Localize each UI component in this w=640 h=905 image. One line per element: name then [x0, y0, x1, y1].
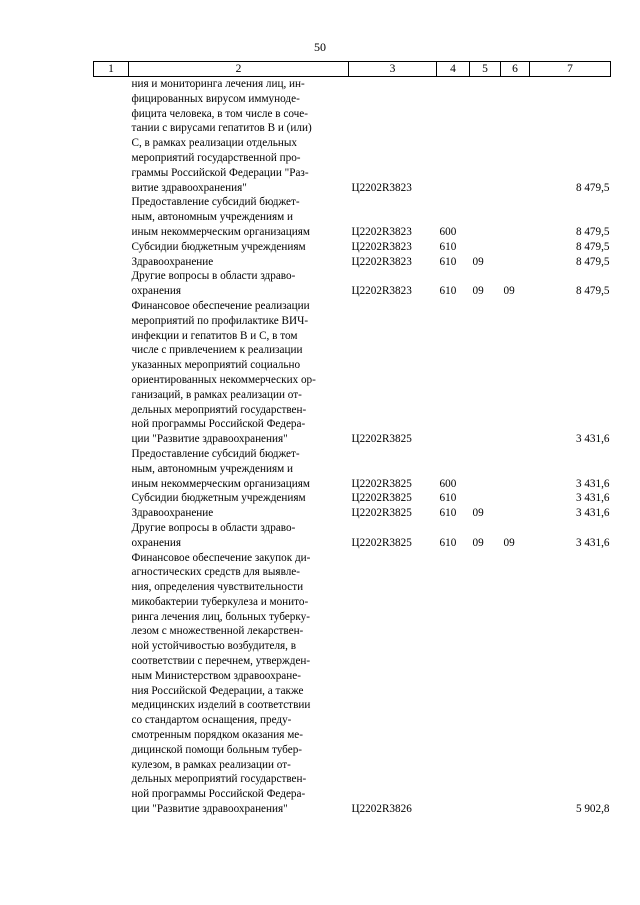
row-section: 09: [472, 255, 484, 268]
row-name: Предоставление субсидий бюджет- ным, автономным учреждениям и иным некоммерческим организациям: [131, 196, 310, 238]
row-name: Здравоохранение: [131, 507, 214, 520]
row-name: Предоставление субсидий бюджет- ным, автономным учреждениям и иным некоммерческим организациям: [131, 447, 310, 490]
row-expense-type: [437, 551, 470, 817]
row-expense-type: 610: [439, 240, 457, 253]
row-section: 09: [472, 536, 484, 549]
row-name: Финансовое обеспечение закупок ди- агностических средств для выявле- ния, определения чувствительности микобактерии туберкулеза и монито- ринга лечения лиц, больных туберку- лезом с множественной лекарствен- ной устойчивостью возбудителя, в соответствии с перечнем, утвержден- ным Министерством здравоохране- ния Российской Федерации, а также медицинских изделий в соответствии со стандартом оснащения, преду- смотренным порядком оказания ме- дицинской помощи больным тубер- кулезом, в рамках реализации от- дельных мероприятий государствен- ной программы Российской Федера- ции "Развитие здравоохранения": [131, 551, 311, 816]
row-index-cell: [94, 255, 129, 270]
row-amount: 3 431,6: [575, 492, 610, 505]
row-section: [470, 491, 501, 506]
row-expense-type: [437, 77, 470, 196]
row-target-code: Ц2202R3825: [351, 433, 412, 446]
row-subsection: [501, 551, 530, 817]
table-row: [94, 521, 611, 551]
row-amount: 3 431,6: [575, 477, 610, 490]
row-section: 09: [472, 285, 484, 298]
row-amount: 3 431,6: [575, 507, 610, 520]
row-subsection: [501, 240, 530, 255]
row-amount: 8 479,5: [575, 240, 610, 253]
row-name: Финансовое обеспечение реализации мероприятий по профилактике ВИЧ- инфекции и гепатитов В и С, в том числе с привлечением к реализации указанных мероприятий социально ориентированных некоммерческих ор- ганизаций, в рамках реализации от- дельных мероприятий государствен- ной программы Российской Федера- ции "Развитие здравоохранения": [131, 299, 316, 446]
header-col-7: 7: [530, 62, 611, 77]
row-index-cell: [94, 447, 129, 491]
row-subsection: [501, 299, 530, 447]
row-target-code: Ц2202R3825: [351, 536, 412, 549]
row-target-code: Ц2202R3823: [351, 285, 412, 298]
row-index-cell: [94, 299, 129, 447]
row-name: Другие вопросы в области здраво- охранения: [131, 521, 296, 549]
row-amount: 8 479,5: [575, 225, 610, 238]
row-subsection: [501, 491, 530, 506]
table-row: [94, 255, 611, 270]
row-expense-type: 600: [439, 225, 457, 238]
budget-table: [93, 61, 611, 817]
table-row: [94, 269, 611, 299]
row-section: [470, 299, 501, 447]
row-index-cell: [94, 269, 129, 299]
row-name: Здравоохранение: [131, 255, 214, 268]
row-subsection: [501, 195, 530, 239]
row-subsection: [501, 447, 530, 491]
row-amount: 8 479,5: [575, 285, 610, 298]
row-section: [470, 447, 501, 491]
row-amount: 3 431,6: [575, 433, 610, 446]
header-col-6: 6: [501, 62, 530, 77]
table-row: [94, 506, 611, 521]
row-name: ния и мониторинга лечения лиц, ин- фицированных вирусом иммуноде- фицита человека, в том числе в соче- тании с вирусами гепатитов В и (или) С, в рамках реализации отдельных мероприятий государственной про- граммы Российской Федерации "Раз- витие здравоохранения": [131, 78, 312, 194]
row-section: [470, 77, 501, 196]
row-name: Субсидии бюджетным учреждениям: [131, 240, 306, 253]
header-col-5: 5: [470, 62, 501, 77]
table-row: [94, 447, 611, 491]
row-section: 09: [472, 507, 484, 520]
row-expense-type: [437, 299, 470, 447]
row-section: [470, 240, 501, 255]
row-target-code: Ц2202R3825: [351, 507, 412, 520]
row-target-code: Ц2202R3823: [351, 255, 412, 268]
row-subsection: [501, 77, 530, 196]
row-section: [470, 195, 501, 239]
row-target-code: Ц2202R3823: [351, 225, 412, 238]
row-expense-type: 610: [439, 507, 457, 520]
row-index-cell: [94, 506, 129, 521]
table-header: [94, 62, 611, 77]
row-subsection: 09: [503, 536, 515, 549]
row-name: Другие вопросы в области здраво- охранения: [131, 270, 296, 298]
row-subsection: 09: [503, 285, 515, 298]
row-expense-type: 600: [439, 477, 457, 490]
table-body: [94, 77, 611, 817]
row-amount: 8 479,5: [575, 255, 610, 268]
table-row: [94, 195, 611, 239]
row-target-code: Ц2202R3825: [351, 492, 412, 505]
row-amount: 5 902,8: [575, 803, 610, 816]
row-expense-type: 610: [439, 255, 457, 268]
table-row: [94, 491, 611, 506]
row-index-cell: [94, 551, 129, 817]
row-index-cell: [94, 195, 129, 239]
header-col-3: 3: [349, 62, 437, 77]
row-target-code: Ц2202R3825: [351, 477, 412, 490]
row-target-code: Ц2202R3823: [351, 240, 412, 253]
row-index-cell: [94, 521, 129, 551]
row-name: Субсидии бюджетным учреждениям: [131, 492, 306, 505]
row-amount: 3 431,6: [575, 536, 610, 549]
row-expense-type: 610: [439, 492, 457, 505]
header-col-4: 4: [437, 62, 470, 77]
table-row: [94, 299, 611, 447]
row-index-cell: [94, 491, 129, 506]
row-subsection: [501, 506, 530, 521]
page-number: 50: [314, 40, 326, 54]
row-expense-type: 610: [439, 285, 457, 298]
row-index-cell: [94, 77, 129, 196]
row-section: [470, 551, 501, 817]
row-target-code: Ц2202R3823: [351, 181, 412, 194]
header-col-1: 1: [94, 62, 129, 77]
table-row: [94, 551, 611, 817]
header-row: [94, 62, 611, 77]
header-col-2: 2: [129, 62, 349, 77]
table-row: [94, 240, 611, 255]
row-expense-type: 610: [439, 536, 457, 549]
row-target-code: Ц2202R3826: [351, 803, 412, 816]
row-amount: 8 479,5: [575, 181, 610, 194]
table-row: [94, 77, 611, 196]
row-subsection: [501, 255, 530, 270]
row-index-cell: [94, 240, 129, 255]
